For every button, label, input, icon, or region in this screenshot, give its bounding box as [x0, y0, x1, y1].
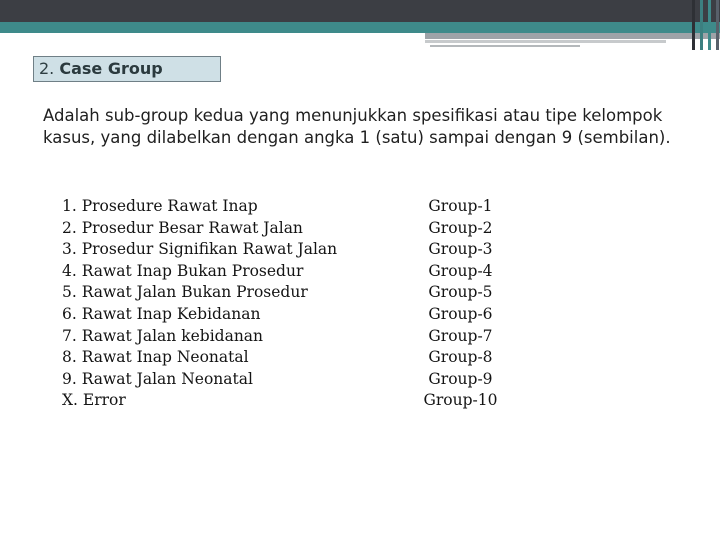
corner-bar	[716, 0, 719, 50]
header-band-dark	[0, 0, 720, 22]
header-band-grey	[425, 33, 720, 39]
group-description: 8. Rawat Inap Neonatal	[62, 348, 249, 367]
list-item	[62, 282, 542, 304]
group-description: 6. Rawat Inap Kebidanan	[62, 304, 261, 323]
group-description: X. Error	[62, 391, 126, 410]
group-description: 5. Rawat Jalan Bukan Prosedur	[62, 283, 308, 302]
group-code: Group-1	[428, 197, 493, 215]
group-code: Group-8	[428, 348, 493, 367]
header-band-teal	[0, 22, 720, 33]
list-item	[62, 326, 542, 348]
group-code: Group-6	[428, 304, 493, 323]
group-description: 2. Prosedur Besar Rawat Jalan	[62, 218, 303, 237]
intro-paragraph: Adalah sub-group kedua yang menunjukkan spesifikasi atau tipe kelompok kasus, yang dilabelkan dengan angka 1 (satu) sampai dengan 9 (sembilan).	[43, 106, 671, 147]
header-band-thin	[430, 45, 580, 47]
list-item	[62, 261, 542, 283]
corner-bar	[692, 0, 695, 50]
group-code: Group-3	[428, 240, 493, 259]
group-list	[62, 196, 542, 412]
list-item	[62, 218, 542, 240]
group-code: Group-7	[428, 326, 493, 345]
group-description: 9. Rawat Jalan Neonatal	[62, 369, 253, 388]
group-description: 3. Prosedur Signifikan Rawat Jalan	[62, 240, 338, 259]
corner-bar	[700, 0, 703, 50]
group-code: Group-2	[428, 218, 493, 237]
header-band-light	[425, 40, 666, 43]
section-title: Case Group	[59, 59, 163, 78]
group-description: 4. Rawat Inap Bukan Prosedur	[62, 261, 304, 280]
list-item	[62, 390, 542, 412]
section-heading-box	[33, 56, 221, 82]
list-item	[62, 196, 542, 218]
group-code: Group-5	[428, 283, 493, 302]
list-item	[62, 369, 542, 391]
group-code: Group-9	[428, 369, 493, 388]
list-item	[62, 239, 542, 261]
group-code: Group-10	[423, 391, 498, 410]
group-code: Group-4	[428, 261, 493, 280]
list-item	[62, 347, 542, 369]
list-item	[62, 304, 542, 326]
group-description: 7. Rawat Jalan kebidanan	[62, 326, 264, 345]
section-number: 2.	[39, 59, 55, 78]
corner-bar	[708, 0, 711, 50]
group-description: 1. Prosedure Rawat Inap	[62, 197, 258, 215]
